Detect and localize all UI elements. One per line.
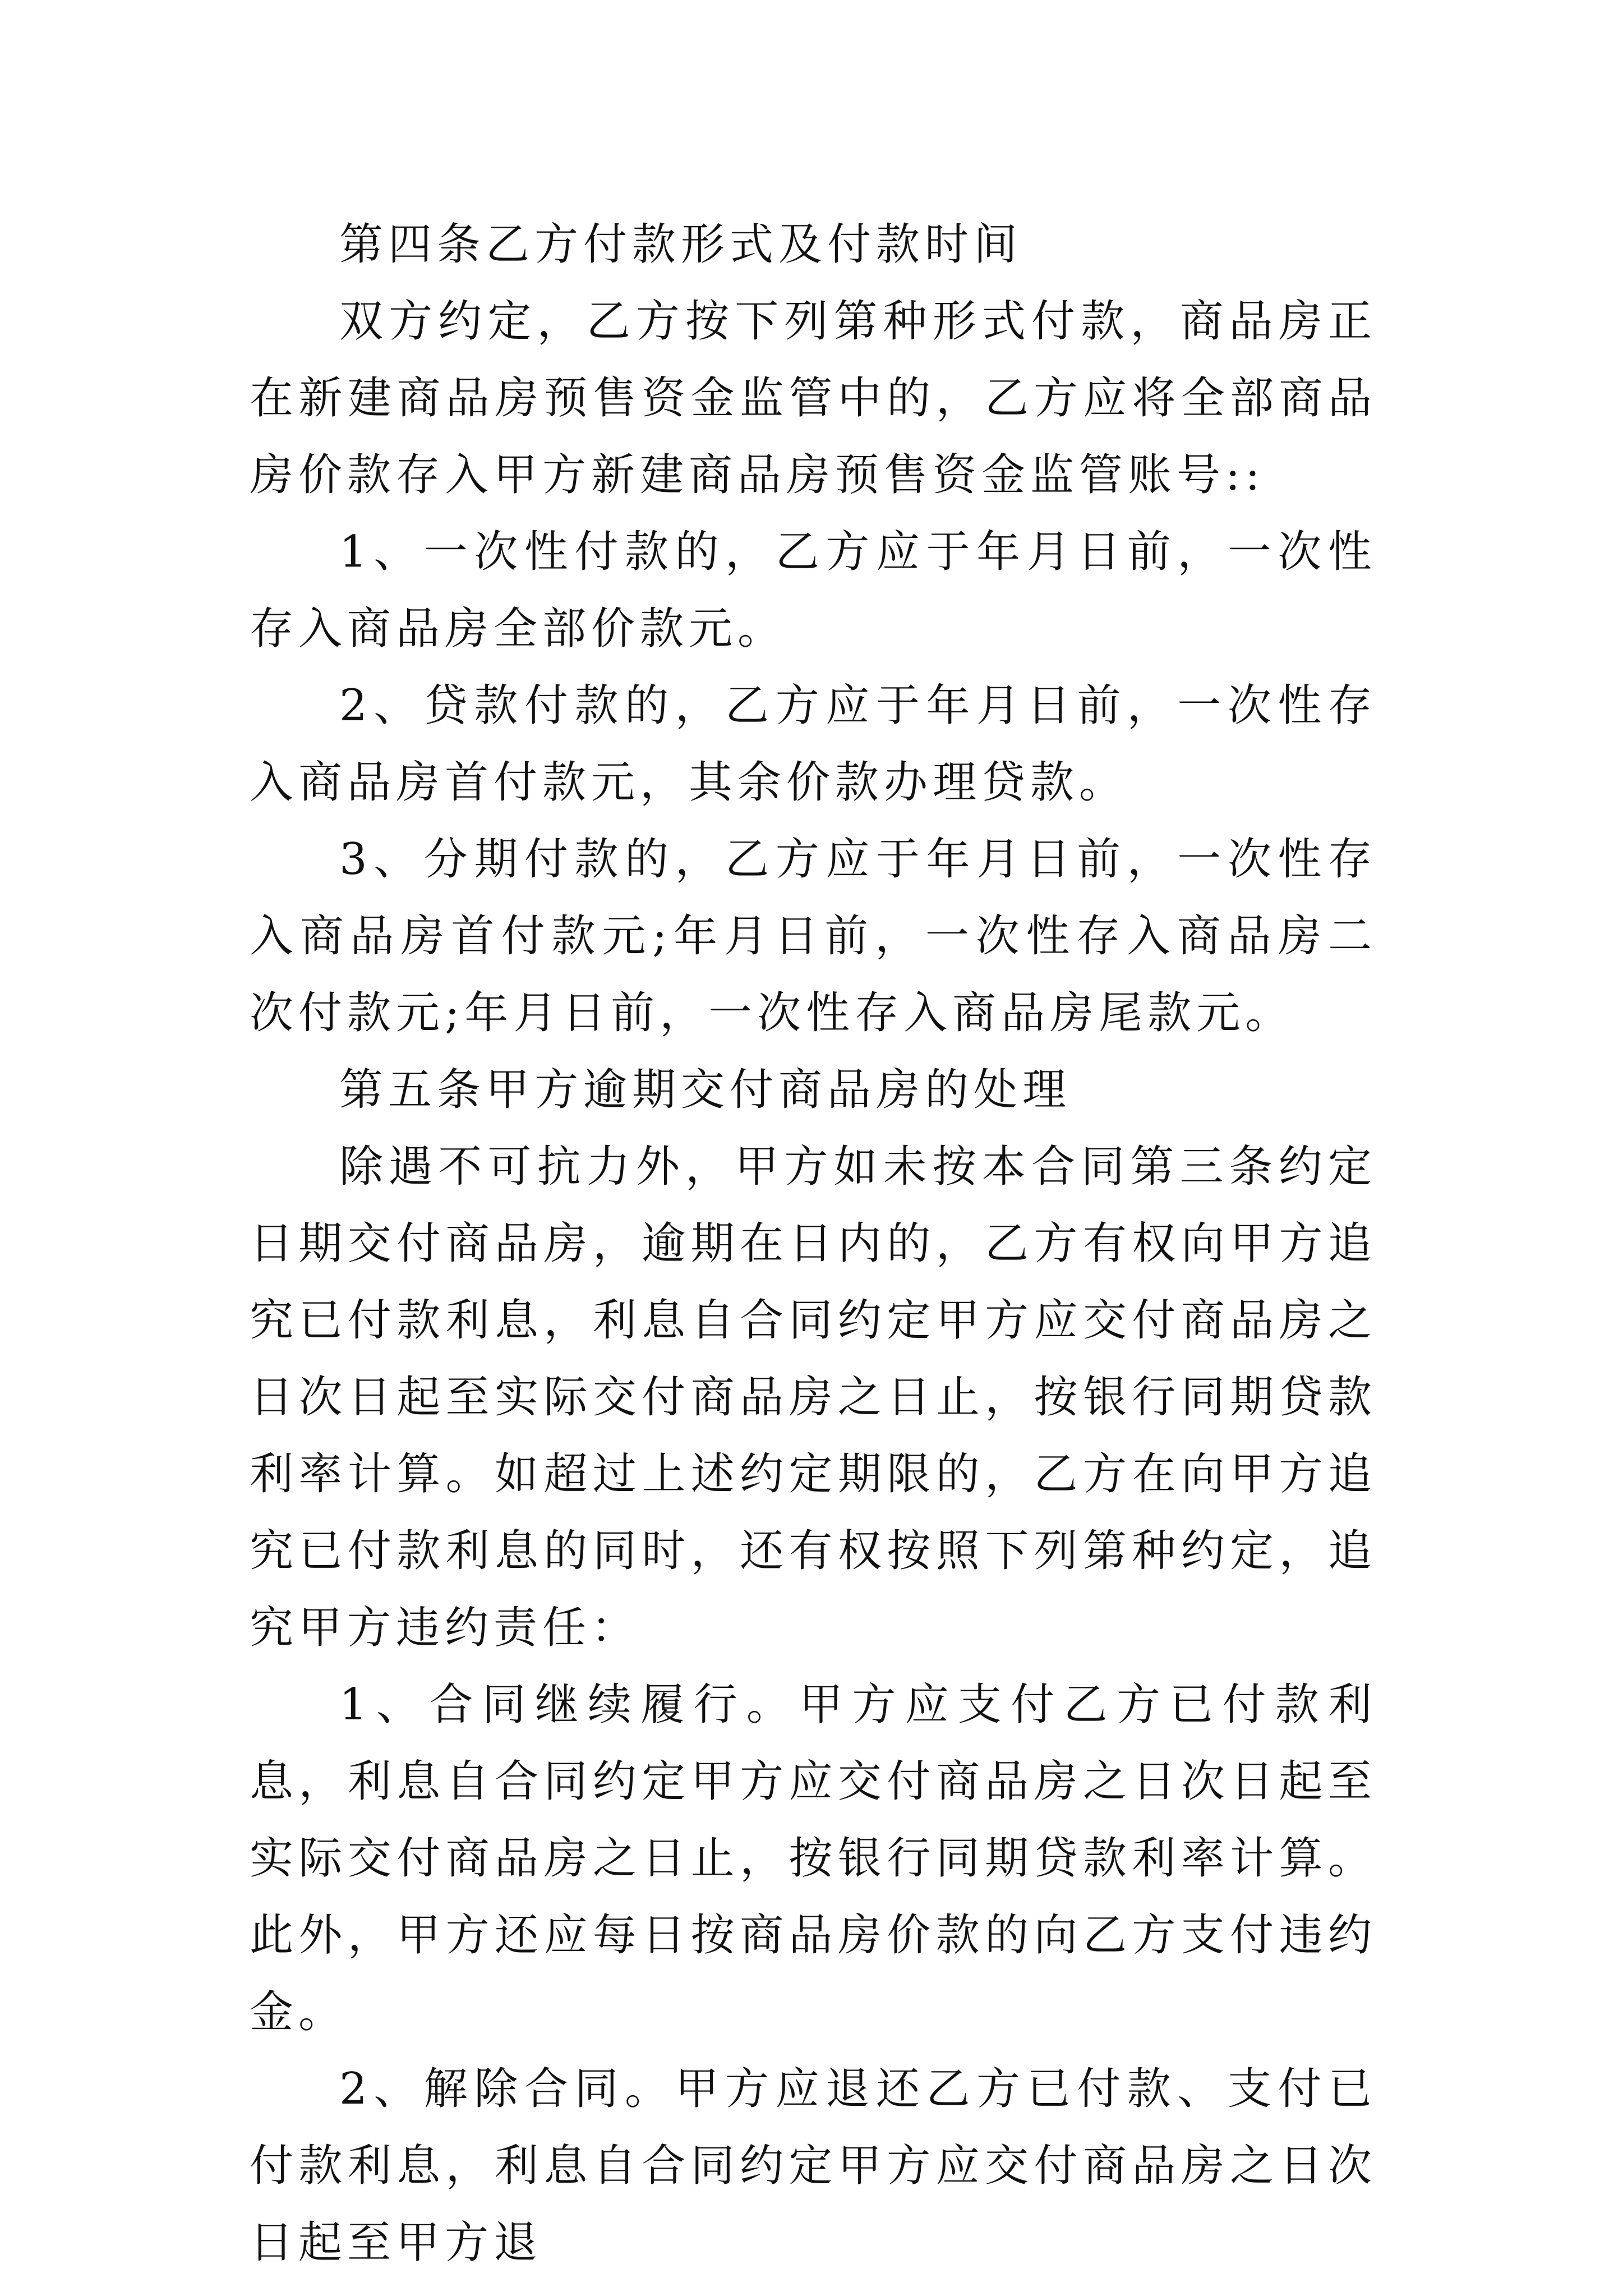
clause-5-heading: 第五条甲方逾期交付商品房的处理 — [339, 1065, 1072, 1115]
remedy-option-2-paragraph: 2、解除合同。甲方应退还乙方已付款、支付已付款利息，利息自合同约定甲方应交付商品房之日次日起至甲方退 — [250, 2064, 1377, 2268]
payment-option-3-paragraph: 3、分期付款的，乙方应于年月日前，一次性存入商品房首付款元;年月日前，一次性存入商品房二次付款元;年月日前，一次性存入商品房尾款元。 — [250, 834, 1377, 1038]
payment-option-1-paragraph: 1、一次性付款的，乙方应于年月日前，一次性存入商品房全部价款元。 — [250, 527, 1377, 654]
clause-4-intro-paragraph: 双方约定，乙方按下列第种形式付款，商品房正在新建商品房预售资金监管中的，乙方应将全部商品房价款存入甲方新建商品房预售资金监管账号:: — [250, 296, 1377, 500]
remedy-option-1-paragraph: 1、合同继续履行。甲方应支付乙方已付款利息，利息自合同约定甲方应交付商品房之日次日起至实际交付商品房之日止，按银行同期贷款利率计算。此外，甲方还应每日按商品房价款的向乙方支付违约金。 — [250, 1680, 1377, 2037]
document-body — [250, 206, 1377, 2281]
payment-option-2-paragraph: 2、贷款付款的，乙方应于年月日前，一次性存入商品房首付款元，其余价款办理贷款。 — [250, 680, 1377, 808]
clause-5-intro-paragraph: 除遇不可抗力外，甲方如未按本合同第三条约定日期交付商品房，逾期在日内的，乙方有权向甲方追究已付款利息，利息自合同约定甲方应交付商品房之日次日起至实际交付商品房之日止，按银行同期贷款利率计算。如超过上述约定期限的，乙方在向甲方追究已付款利息的同时，还有权按照下列第种约定，追究甲方违约责任： — [250, 1142, 1377, 1653]
clause-4-heading: 第四条乙方付款形式及付款时间 — [339, 219, 1023, 270]
